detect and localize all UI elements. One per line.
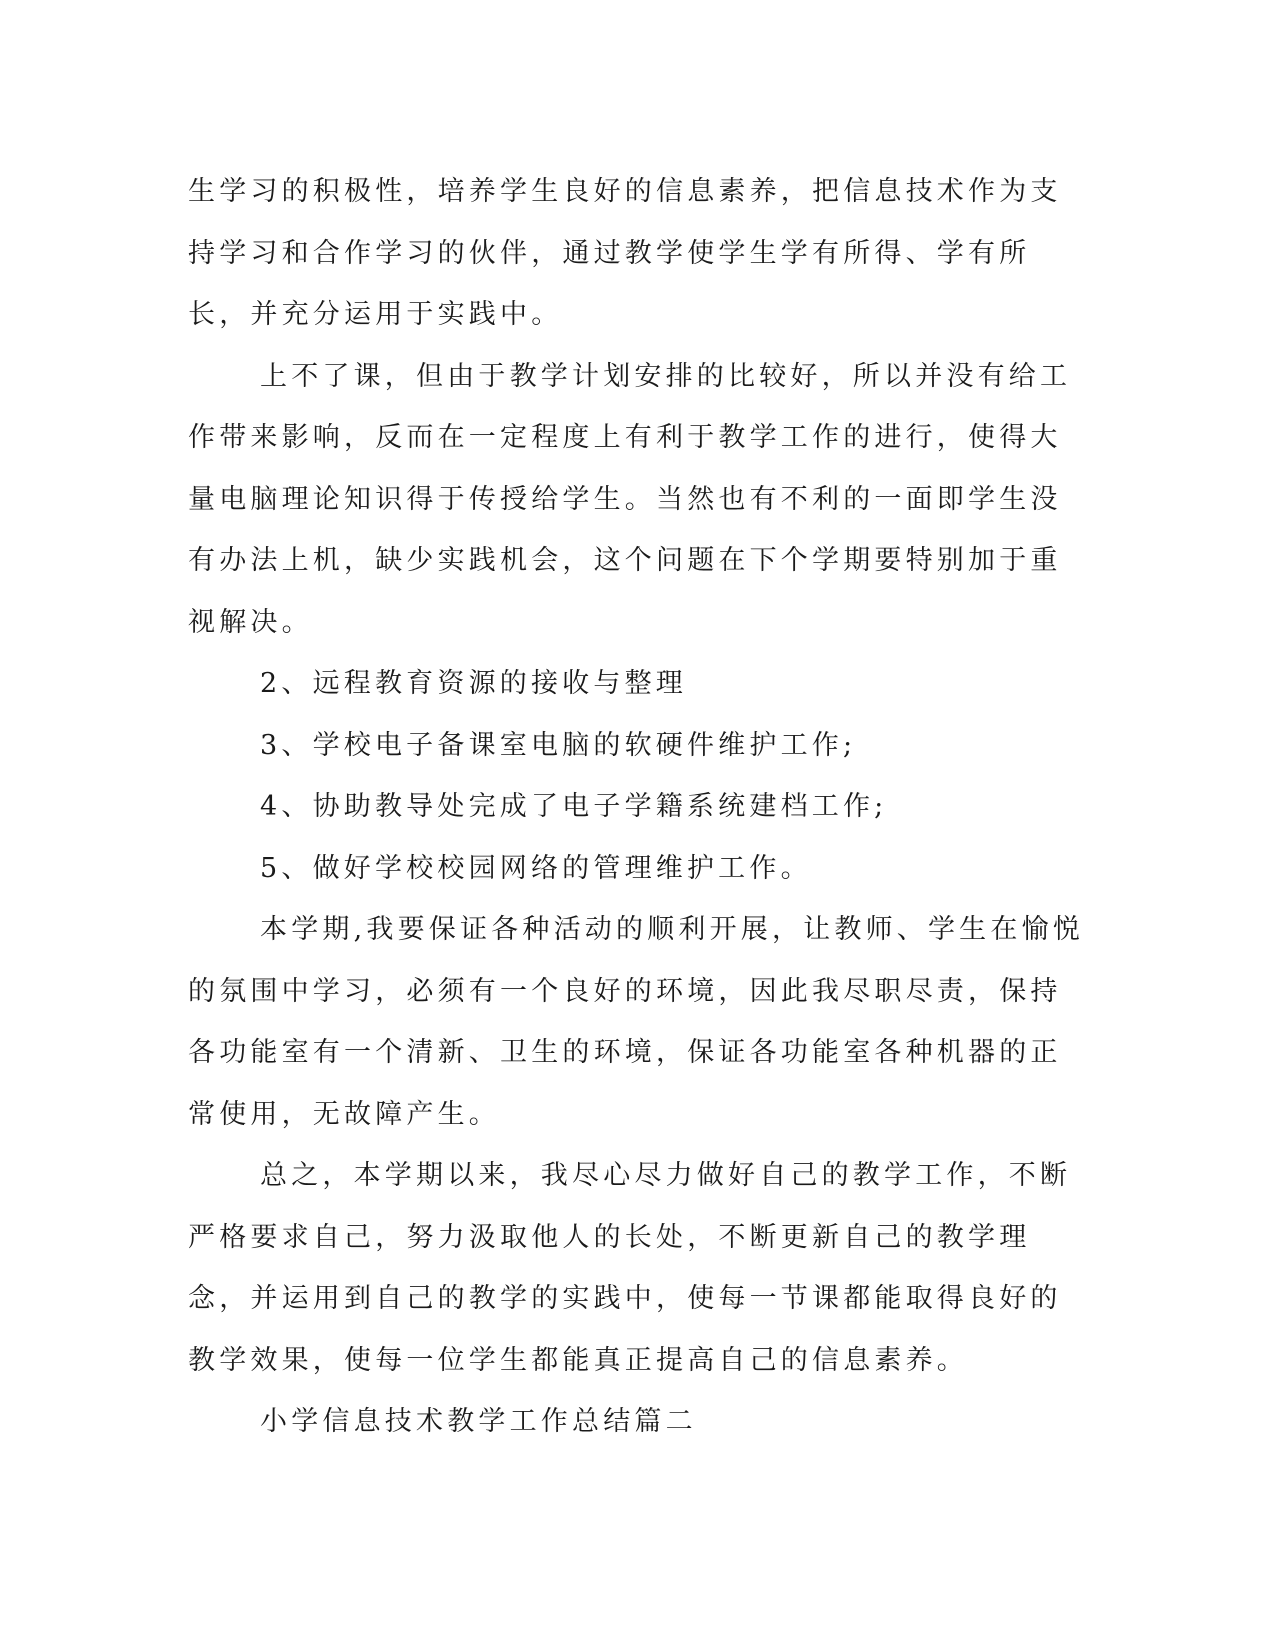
list-item-5: 5、做好学校校园网络的管理维护工作。 [260, 852, 812, 884]
paragraph-summary: 总之，本学期以来，我尽心尽力做好自己的教学工作，不断严格要求自己，努力汲取他人的长处，不断更新自己的教学理念，并运用到自己的教学的实践中，使每一节课都能取得良好的教学效果，使每一位学生都能真正提高自己的信息素养。 [188, 1160, 1072, 1376]
paragraph-continuation: 生学习的积极性，培养学生良好的信息素养，把信息技术作为支持学习和合作学习的伙伴，通过教学使学生学有所得、学有所长，并充分运用于实践中。 [188, 176, 1062, 330]
list-item-4: 4、协助教导处完成了电子学籍系统建档工作; [260, 791, 888, 822]
list-item-2: 2、远程教育资源的接收与整理 [260, 668, 687, 699]
section-heading: 小学信息技术教学工作总结篇二 [260, 1406, 697, 1437]
paragraph-class-impact: 上不了课，但由于教学计划安排的比较好，所以并没有给工作带来影响，反而在一定程度上有利于教学工作的进行，使得大量电脑理论知识得于传授给学生。当然也有不利的一面即学生没有办法上机，缺少实践机会，这个问题在下个学期要特别加于重视解决。 [188, 360, 1072, 638]
paragraph-semester-environment: 本学期,我要保证各种活动的顺利开展，让教师、学生在愉悦的氛围中学习，必须有一个良好的环境，因此我尽职尽责，保持各功能室有一个清新、卫生的环境，保证各功能室各种机器的正常使用，无故障产生。 [188, 914, 1084, 1130]
document-body [188, 161, 1088, 1453]
list-item-3: 3、学校电子备课室电脑的软硬件维护工作; [260, 729, 857, 761]
